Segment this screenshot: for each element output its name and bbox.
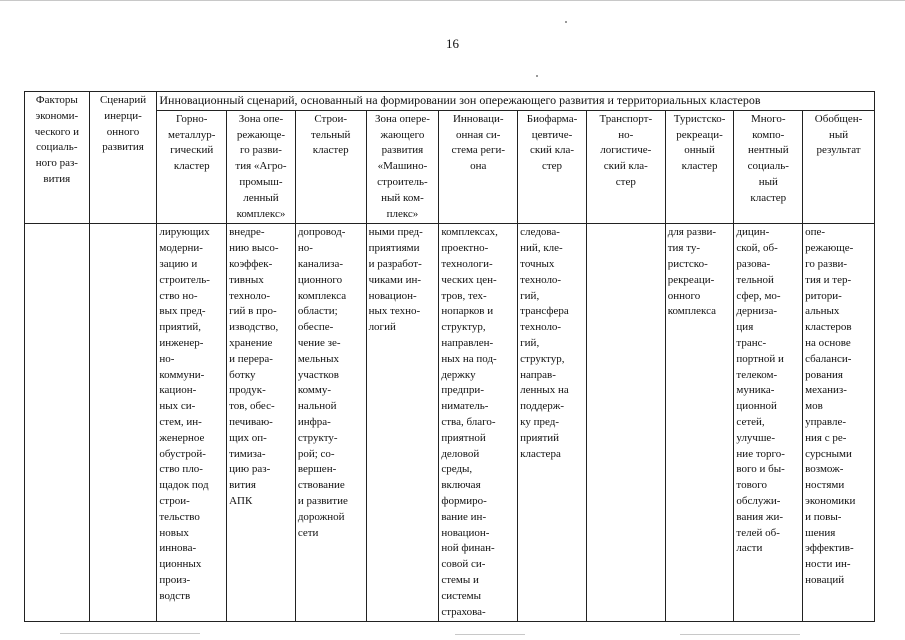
page-number: 16 (446, 36, 459, 51)
subheader-transport-cluster: Транспорт- но- логистиче- ский кла- стер (586, 110, 665, 224)
cell-agro-zone: внедре- нию высо- коэффек- тивных техноло- гий в про- изводство, хранение и перера- ботку продук- тов, обес- печиваю- щих оп- тимиза- цию раз- вития АПК (227, 224, 296, 622)
header-row-main (25, 92, 875, 111)
header-factors: Факторы экономи- ческого и социаль- ного раз- вития (25, 92, 90, 224)
scan-artifact-line-top (0, 0, 905, 1)
cell-generalized-result: опе- режающе- го разви- тия и тер- ритори- альных кластеров на основе сбаланси- рования механиз- мов управле- ния с ре- сурсными возмож- ностями экономики и повы- шения эффектив- ности ин- новаций (803, 224, 875, 622)
subheader-construction-cluster: Строи- тельный кластер (295, 110, 366, 224)
subheader-mining-cluster: Горно- металлур- гический кластер (157, 110, 227, 224)
subheader-agro-zone: Зона опе- режающе- го разви- тия «Агро- промыш- ленный комплекс» (227, 110, 296, 224)
subheader-biopharma-cluster: Биофарма- цевтиче- ский кла- стер (518, 110, 587, 224)
cell-biopharma-cluster: следова- ний, кле- точных техноло- гий, трансфера техноло- гий, структур, направ- ленных на поддерж- ку пред- приятий кластера (518, 224, 587, 622)
subheader-machinebuilding-zone: Зона опере- жающего развития «Машино- строитель- ный ком- плекс» (366, 110, 439, 224)
scan-artifact-line-bottom-left (60, 633, 200, 634)
scan-artifact-dot (565, 21, 567, 23)
table-row (25, 224, 875, 622)
cell-tourism-cluster: для разви- тия ту- ристско- рекреаци- онного комплекса (665, 224, 734, 622)
header-inertial-scenario: Сценарий инерци- онного развития (89, 92, 157, 224)
cell-inertial (89, 224, 157, 622)
scan-artifact-line-bottom-right (680, 634, 800, 635)
scenario-table (24, 91, 875, 622)
subheader-social-cluster: Много- компо- нентный социаль- ный кластер (734, 110, 803, 224)
subheader-innovation-system: Инноваци- онная си- стема реги- она (439, 110, 518, 224)
cell-construction-cluster: допровод- но- канализа- ционного комплекса области; обеспе- чение зе- мельных участков комму- нальной инфра- структу- рой; со- вершен- ствование и развитие дорожной сети (295, 224, 366, 622)
cell-mining-cluster: лирующих модерни- зацию и строитель- ство но- вых пред- приятий, инженер- но- коммуни- кацион- ных си- стем, ин- женерное обустрой- ство пло- щадок под строи- тельство новых иннова- ционных произ- водств (157, 224, 227, 622)
scan-artifact-line-bottom-mid (455, 634, 525, 635)
cell-transport-cluster (586, 224, 665, 622)
scan-artifact-dot (536, 75, 538, 77)
header-innovation-scenario: Инновационный сценарий, основанный на формировании зон опережающего развития и территориальных кластеров (157, 92, 875, 111)
subheader-generalized-result: Обобщен- ный результат (803, 110, 875, 224)
cell-machinebuilding-zone: ными пред- приятиями и разработ- чиками ин- новацион- ных техно- логий (366, 224, 439, 622)
subheader-tourism-cluster: Туристско- рекреаци- онный кластер (665, 110, 734, 224)
cell-social-cluster: дицин- ской, об- разова- тельной сфер, мо- дерниза- ция транс- портной и телеком- муника- ционной сетей, улучше- ние торго- вого и бы- тового обслужи- вания жи- телей об- ласти (734, 224, 803, 622)
cell-innovation-system: комплексах, проектно- технологи- ческих цен- тров, тех- нопарков и структур, направлен- ных на под- держку предпри- ниматель- ства, благо- приятной деловой среды, включая формиро- вание ин- новацион- ной финан- совой си- стемы и системы страхова- (439, 224, 518, 622)
cell-factors (25, 224, 90, 622)
